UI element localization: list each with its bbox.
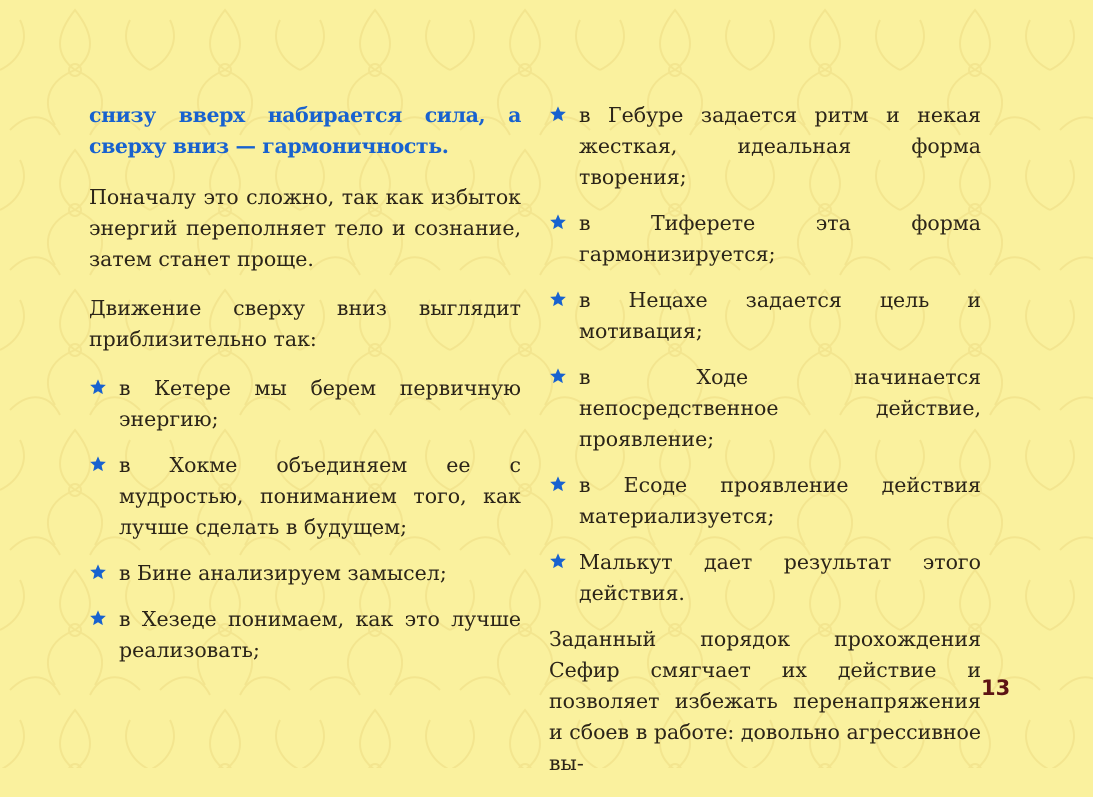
list-item xyxy=(549,547,981,609)
star-icon xyxy=(549,213,567,231)
list-item-text: в Кетере мы берем первичную энергию; xyxy=(119,376,521,431)
list-item-text: в Хезеде понимаем, как это лучше реализовать; xyxy=(119,607,521,662)
list-item-text: в Бине анализируем замысел; xyxy=(119,561,447,585)
right-column xyxy=(549,100,981,797)
star-icon xyxy=(549,105,567,123)
star-icon xyxy=(549,367,567,385)
list-item xyxy=(89,450,521,543)
page-number: 13 xyxy=(981,676,1011,700)
paragraph: Движение сверху вниз выглядит приблизительно так: xyxy=(89,296,521,351)
star-icon xyxy=(89,378,107,396)
bullet-list xyxy=(549,100,981,609)
star-icon xyxy=(549,475,567,493)
list-item-text: в Гебуре задается ритм и некая жесткая, идеальная форма творения; xyxy=(579,103,981,189)
star-icon xyxy=(89,455,107,473)
list-item xyxy=(549,100,981,193)
list-item xyxy=(89,604,521,666)
paragraph: Поначалу это сложно, так как избыток энергий переполняет тело и сознание, затем станет проще. xyxy=(89,185,521,271)
star-icon xyxy=(89,563,107,581)
list-item-text: в Тиферете эта форма гармонизируется; xyxy=(579,211,981,266)
list-item-text: в Ходе начинается непосредственное действие, проявление; xyxy=(579,365,981,451)
star-icon xyxy=(549,290,567,308)
list-item xyxy=(89,373,521,435)
star-icon xyxy=(89,609,107,627)
list-item-text: в Есоде проявление действия материализуется; xyxy=(579,473,981,528)
list-item-text: Малькут дает результат этого действия. xyxy=(579,550,981,605)
bullet-list xyxy=(89,373,521,666)
paragraph: Заданный порядок прохождения Сефир смягчает их действие и позволяет избежать перенапряжения и сбоев в работе: довольно агрессивное вы- xyxy=(549,627,981,775)
list-item-text: в Нецахе задается цель и мотивация; xyxy=(579,288,981,343)
list-item xyxy=(549,208,981,270)
lead-highlight-text: снизу вверх набирается сила, а сверху вниз — гармоничность. xyxy=(89,103,521,158)
left-column xyxy=(89,100,521,681)
list-item xyxy=(549,470,981,532)
list-item xyxy=(89,558,521,589)
list-item-text: в Хокме объединяем ее с мудростью, пониманием того, как лучше сделать в будущем; xyxy=(119,453,521,539)
star-icon xyxy=(549,552,567,570)
list-item xyxy=(549,285,981,347)
list-item xyxy=(549,362,981,455)
